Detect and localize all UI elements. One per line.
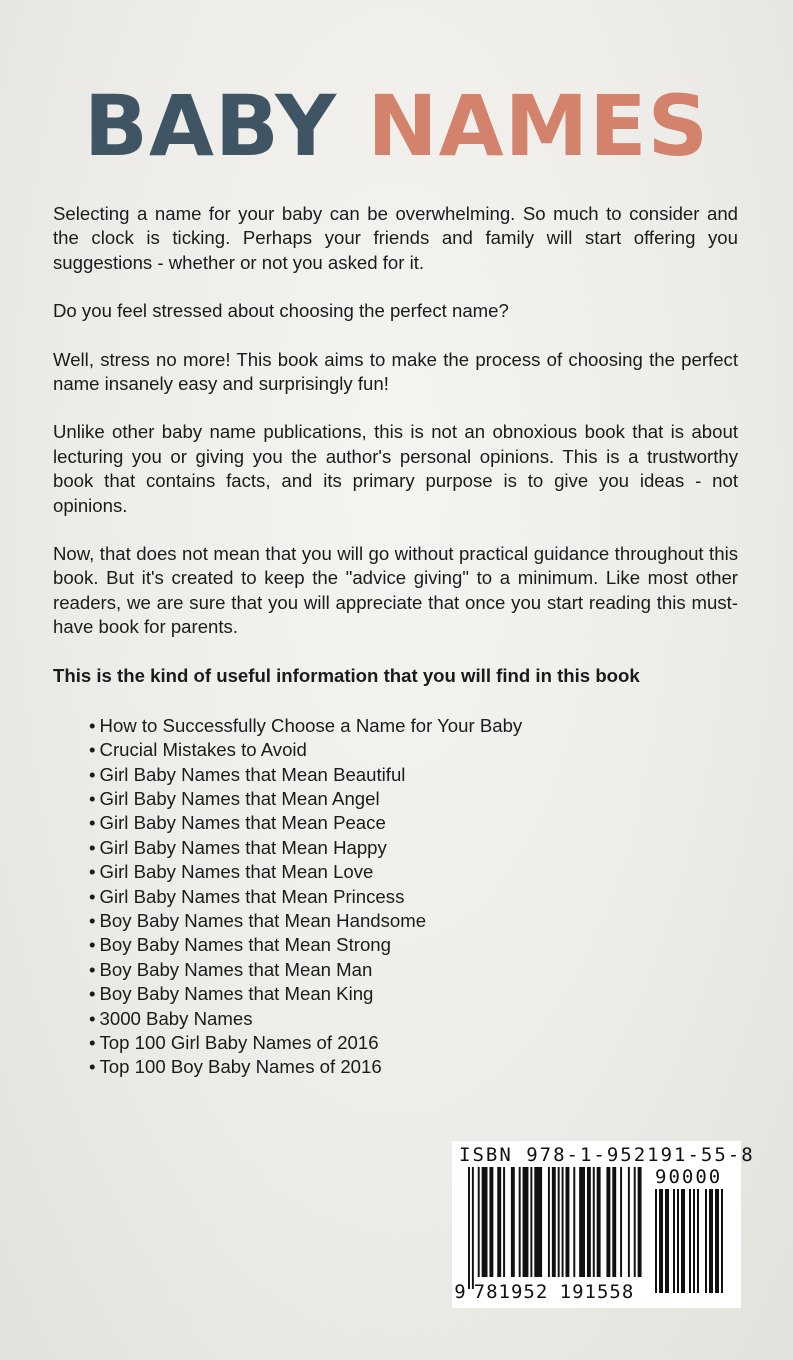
paragraph-guidance: Now, that does not mean that you will go without practical guidance throughout this book. But it's created to keep the "advice giving" to a minimum. Like most other readers, we are sure that you will appreciate that once you start reading this must-have book for parents.: [53, 543, 738, 638]
ean-first-digit: 9: [454, 1281, 466, 1303]
list-item-text: How to Successfully Choose a Name for Your Baby: [99, 714, 523, 736]
bullet-icon: •: [89, 861, 96, 883]
back-cover-blurb: [53, 202, 738, 1080]
list-item: [89, 982, 738, 1006]
list-item: [89, 763, 738, 787]
bullet-icon: •: [89, 1007, 96, 1029]
isbn-number: ISBN 978-1-952191-55-8: [459, 1144, 755, 1166]
bullet-icon: •: [89, 909, 96, 931]
list-item-text: Girl Baby Names that Mean Beautiful: [99, 763, 406, 785]
list-item: [89, 860, 738, 884]
list-item: [89, 738, 738, 762]
list-item: [89, 885, 738, 909]
list-item: [89, 714, 738, 738]
ean-right-group: 191558: [559, 1281, 635, 1303]
list-item-text: Top 100 Girl Baby Names of 2016: [99, 1031, 379, 1053]
list-heading: This is the kind of useful information that you will find in this book: [53, 664, 640, 686]
list-item: [89, 836, 738, 860]
list-item-text: Boy Baby Names that Mean Man: [99, 958, 373, 980]
bullet-icon: •: [89, 983, 96, 1005]
ean-digits: [452, 1281, 640, 1303]
list-item: [89, 958, 738, 982]
bullet-icon: •: [89, 812, 96, 834]
list-item-text: Girl Baby Names that Mean Peace: [99, 812, 386, 834]
addon-barcode-icon: [655, 1189, 735, 1299]
title-word-names: NAMES: [367, 77, 710, 175]
list-item-text: Girl Baby Names that Mean Princess: [99, 885, 405, 907]
list-item: [89, 909, 738, 933]
list-item-text: Top 100 Boy Baby Names of 2016: [99, 1056, 382, 1078]
bullet-icon: •: [89, 1031, 96, 1053]
bullet-icon: •: [89, 836, 96, 858]
feature-list: [53, 714, 738, 1080]
bullet-icon: •: [89, 714, 96, 736]
book-title: [0, 78, 793, 174]
bullet-icon: •: [89, 787, 96, 809]
title-word-baby: BABY: [83, 77, 338, 175]
list-item: [89, 1055, 738, 1079]
isbn-barcode: [452, 1141, 755, 1308]
list-item-text: Boy Baby Names that Mean Handsome: [99, 909, 427, 931]
list-item-text: Crucial Mistakes to Avoid: [99, 739, 307, 761]
list-item: [89, 1007, 738, 1031]
bullet-icon: •: [89, 763, 96, 785]
list-item: [89, 787, 738, 811]
paragraph-promise: Well, stress no more! This book aims to make the process of choosing the perfect name insanely easy and surprisingly fun!: [53, 348, 738, 395]
bullet-icon: •: [89, 739, 96, 761]
list-item: [89, 811, 738, 835]
paragraph-intro: Selecting a name for your baby can be overwhelming. So much to consider and the clock is ticking. Perhaps your friends and family will start offering you suggestions - whether or not you asked for it.: [53, 203, 738, 273]
barcode-icon: [468, 1167, 646, 1299]
list-item-text: Girl Baby Names that Mean Angel: [99, 787, 380, 809]
bullet-icon: •: [89, 1056, 96, 1078]
list-item-text: Boy Baby Names that Mean Strong: [99, 934, 391, 956]
list-item-text: Girl Baby Names that Mean Love: [99, 861, 374, 883]
list-item: [89, 1031, 738, 1055]
price-code: 90000: [655, 1166, 723, 1188]
list-item: [89, 933, 738, 957]
bullet-icon: •: [89, 958, 96, 980]
paragraph-unlike: Unlike other baby name publications, this is not an obnoxious book that is about lecturing you or giving you the author's personal opinions. This is a trustworthy book that contains facts, and its primary purpose is to give you ideas - not opinions.: [53, 421, 738, 516]
list-item-text: Boy Baby Names that Mean King: [99, 983, 374, 1005]
ean-left-group: 781952: [473, 1281, 549, 1303]
bullet-icon: •: [89, 934, 96, 956]
list-item-text: Girl Baby Names that Mean Happy: [99, 836, 387, 858]
bullet-icon: •: [89, 885, 96, 907]
list-item-text: 3000 Baby Names: [99, 1007, 253, 1029]
paragraph-question: Do you feel stressed about choosing the perfect name?: [53, 300, 509, 322]
